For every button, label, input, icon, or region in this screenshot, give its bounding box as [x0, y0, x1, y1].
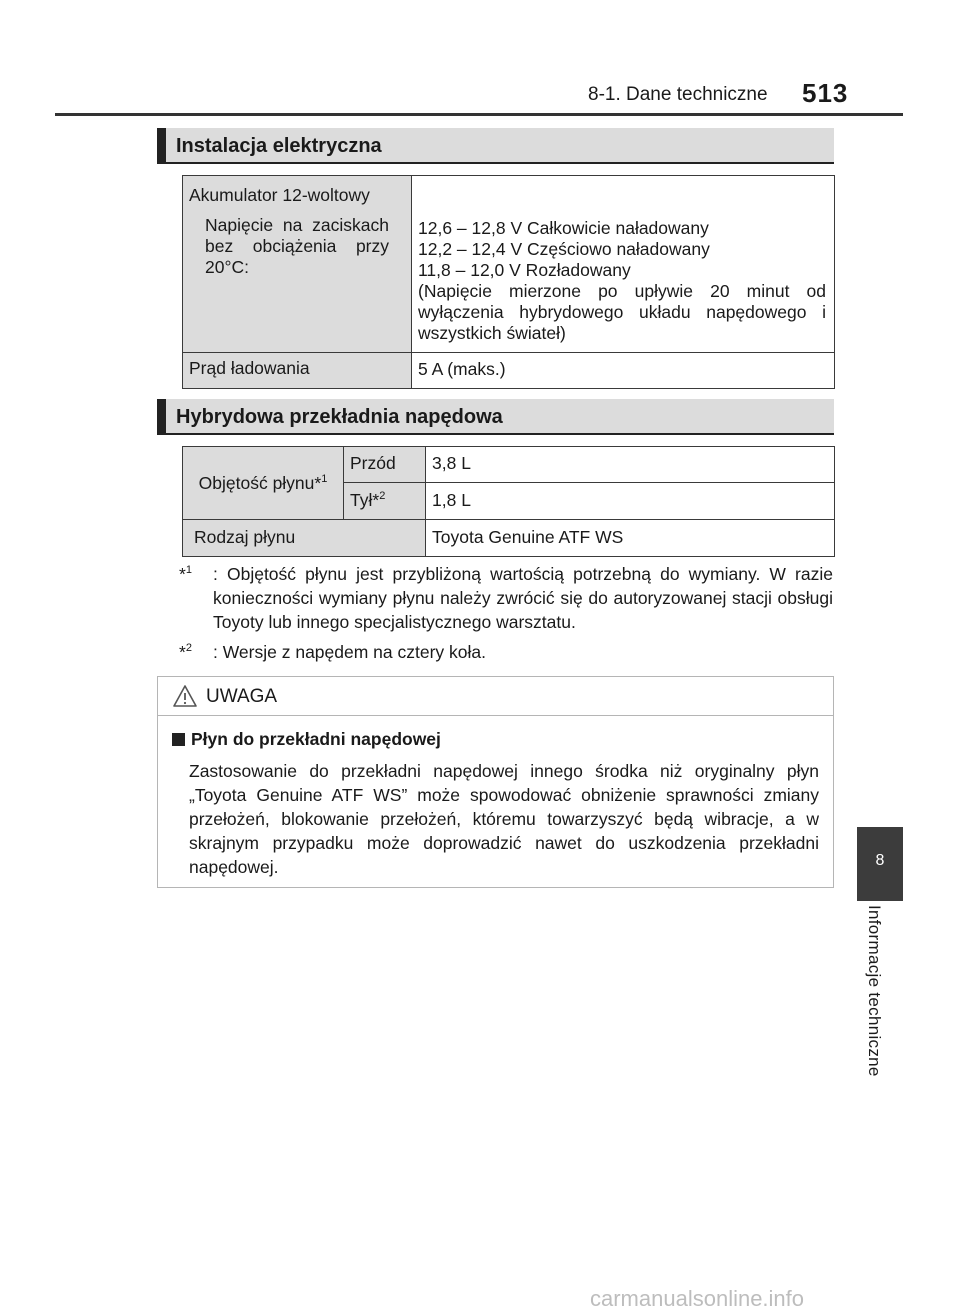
voltage-line-full: 12,6 – 12,8 V Całkowicie naładowany [418, 218, 709, 238]
rear-value: 1,8 L [432, 490, 471, 510]
fluid-type-label: Rodzaj płynu [194, 527, 296, 547]
front-label: Przód [350, 453, 396, 473]
fluid-type-value: Toyota Genuine ATF WS [432, 527, 624, 547]
front-label-cell [344, 447, 426, 483]
volume-label-cell [183, 447, 344, 520]
footnote-2-text: : Wersje z napędem na cztery koła. [213, 642, 486, 662]
warning-text: Zastosowanie do przekładni napędowej innego środka niż oryginalny płyn „Toyota Genuine ATF WS” może spowodować obniżenie sprawności zmiany przełożeń, blokowanie przełożeń, któremu towarzyszyć będą wibracje, a w skrajnym przypadku może doprowadzić nawet do uszkodzenia przekładni napędowej. [189, 761, 819, 877]
warning-header [158, 677, 833, 716]
footnote-2 [179, 640, 833, 664]
footnote-2-mark: *$^2$ [179, 642, 192, 662]
warning-subtitle-text: Płyn do przekładni napędowej [191, 729, 441, 749]
section-heading-electrical-text: Instalacja elektryczna [176, 135, 382, 157]
warning-subtitle [172, 729, 819, 750]
rear-label: Tył* [350, 490, 380, 510]
watermark: carmanualsonline.info [590, 1286, 805, 1311]
footnote-1 [179, 562, 833, 634]
chapter-tab [857, 827, 903, 901]
section-heading-electrical [157, 128, 834, 164]
rear-sup: 2 [379, 490, 386, 502]
charge-value: 5 A (maks.) [418, 359, 506, 379]
warning-triangle-icon [172, 684, 198, 708]
footnote-1-mark: *$^1$ [179, 564, 192, 584]
header-section-title: 8-1. Dane techniczne [588, 84, 768, 105]
voltage-label: Napięcie na zaciskach bez obciążenia przy 20°C: [205, 215, 389, 277]
voltage-line-empty: 11,8 – 12,0 V Rozładowany [418, 260, 631, 280]
fluid-type-value-cell [426, 520, 835, 557]
footnote-1-text: : Objętość płynu jest przybliżoną wartością potrzebną do wymiany. W razie konieczności wymiany płynu należy zwrócić się do autoryzowanej stacji obsługi Toyoty lub innego specjalistycznego warsztatu. [213, 564, 833, 632]
charge-label: Prąd ładowania [189, 358, 310, 378]
charge-value-cell [412, 353, 835, 389]
charge-label-cell [183, 353, 412, 389]
rear-label-cell [344, 483, 426, 520]
front-value: 3,8 L [432, 453, 471, 473]
battery-label-cell [183, 176, 412, 353]
warning-box [157, 676, 834, 888]
square-bullet-icon [172, 733, 185, 746]
rear-value-cell [426, 483, 835, 520]
section-heading-transaxle [157, 399, 834, 435]
volume-label: Objętość płynu* [198, 472, 322, 493]
electrical-table [182, 175, 835, 389]
volume-sup: 1 [321, 472, 328, 485]
fluid-type-label-cell [183, 520, 426, 557]
warning-title: UWAGA [206, 686, 278, 707]
voltage-line-partial: 12,2 – 12,4 V Częściowo naładowany [418, 239, 710, 259]
header-rule [55, 113, 903, 116]
battery-label: Akumulator 12-woltowy [189, 185, 370, 205]
front-value-cell [426, 447, 835, 483]
section-heading-transaxle-text: Hybrydowa przekładnia napędowa [176, 406, 503, 428]
page-number: 513 [802, 78, 849, 108]
chapter-number: 8 [875, 852, 885, 869]
voltage-note: (Napięcie mierzone po upływie 20 minut od wyłączenia hybrydowego układu napędowego i wszystkich świateł) [418, 281, 826, 343]
warning-body [158, 716, 833, 879]
transaxle-table [182, 446, 835, 557]
footnotes [179, 562, 833, 670]
voltage-values-cell [412, 176, 835, 353]
chapter-label: Informacje techniczne [865, 905, 884, 1077]
